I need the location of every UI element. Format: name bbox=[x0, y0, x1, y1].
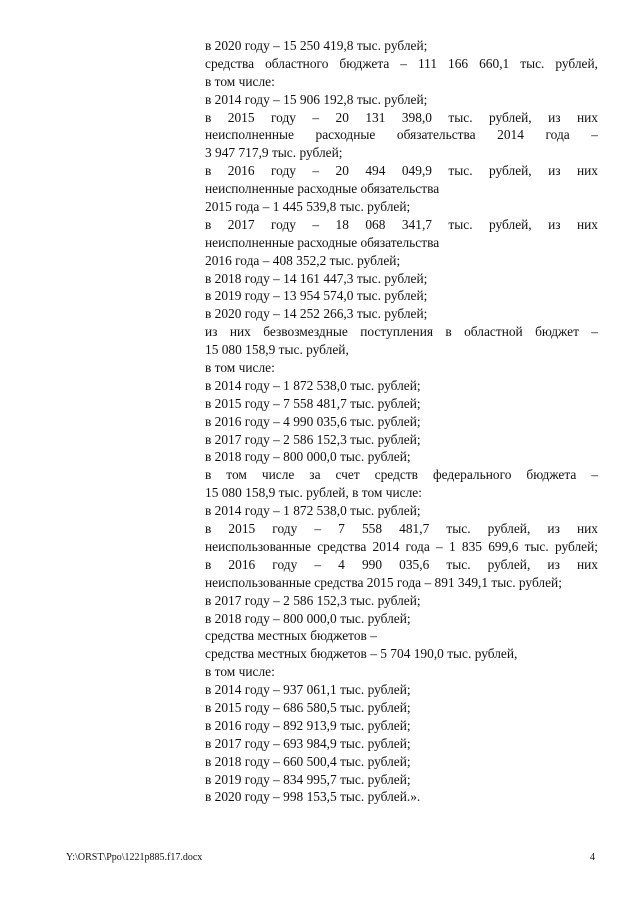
document-line: в 2020 году – 14 252 266,3 тыс. рублей; bbox=[205, 306, 428, 322]
document-line: 15 080 158,9 тыс. рублей, bbox=[205, 342, 349, 358]
document-line: в 2018 году – 800 000,0 тыс. рублей; bbox=[205, 449, 411, 465]
document-line: неиспользованные средства 2014 года – 1 835 699,6 тыс. рублей; bbox=[205, 538, 598, 554]
document-line: 2016 года – 408 352,2 тыс. рублей; bbox=[205, 252, 401, 268]
document-line: в 2017 году – 693 984,9 тыс. рублей; bbox=[205, 735, 411, 751]
document-line: в 2015 году – 7 558 481,7 тыс. рублей; bbox=[205, 395, 421, 411]
document-line: в 2015 году – 20 131 398,0 тыс. рублей, из них bbox=[205, 109, 598, 125]
document-line: в 2014 году – 1 872 538,0 тыс. рублей; bbox=[205, 377, 421, 393]
document-line: в том числе: bbox=[205, 73, 275, 89]
document-line: в 2016 году – 4 990 035,6 тыс. рублей, из них bbox=[205, 556, 598, 572]
document-line: средства областного бюджета – 111 166 660,1 тыс. рублей, bbox=[205, 55, 598, 71]
document-line: средства местных бюджетов – bbox=[205, 628, 377, 644]
document-line: 15 080 158,9 тыс. рублей, в том числе: bbox=[205, 485, 422, 501]
document-line: в 2018 году – 800 000,0 тыс. рублей; bbox=[205, 610, 411, 626]
document-line: в 2018 году – 14 161 447,3 тыс. рублей; bbox=[205, 270, 428, 286]
document-line: в 2020 году – 15 250 419,8 тыс. рублей; bbox=[205, 38, 428, 53]
document-body bbox=[205, 37, 598, 806]
document-line: в 2015 году – 686 580,5 тыс. рублей; bbox=[205, 699, 411, 715]
document-line: из них безвозмездные поступления в областной бюджет – bbox=[205, 324, 598, 340]
document-line: в 2019 году – 13 954 574,0 тыс. рублей; bbox=[205, 288, 428, 304]
document-line: 3 947 717,9 тыс. рублей; bbox=[205, 145, 343, 161]
document-line: средства местных бюджетов – 5 704 190,0 тыс. рублей, bbox=[205, 646, 518, 662]
document-line: неисполненные расходные обязательства 2014 года – bbox=[205, 127, 598, 143]
document-line: в 2017 году – 2 586 152,3 тыс. рублей; bbox=[205, 431, 421, 447]
document-line: в 2014 году – 1 872 538,0 тыс. рублей; bbox=[205, 503, 421, 519]
document-line: в том числе за счет средств федерального бюджета – bbox=[205, 467, 598, 483]
document-line: в 2018 году – 660 500,4 тыс. рублей; bbox=[205, 753, 411, 769]
document-line: 2015 года – 1 445 539,8 тыс. рублей; bbox=[205, 199, 411, 215]
footer-page-number: 4 bbox=[590, 852, 595, 863]
document-line: в 2016 году – 4 990 035,6 тыс. рублей; bbox=[205, 413, 421, 429]
document-line: в 2014 году – 15 906 192,8 тыс. рублей; bbox=[205, 91, 428, 107]
document-line: в 2017 году – 18 068 341,7 тыс. рублей, из них bbox=[205, 216, 598, 232]
document-line: неиспользованные средства 2015 года – 891 349,1 тыс. рублей; bbox=[205, 574, 562, 590]
document-line: в 2019 году – 834 995,7 тыс. рублей; bbox=[205, 771, 411, 787]
document-line: в 2014 году – 937 061,1 тыс. рублей; bbox=[205, 682, 411, 698]
footer-file-path: Y:\ORST\Ppo\1221p885.f17.docx bbox=[66, 852, 203, 863]
document-line: в 2016 году – 892 913,9 тыс. рублей; bbox=[205, 717, 411, 733]
document-line: неисполненные расходные обязательства bbox=[205, 234, 440, 250]
document-line: в том числе: bbox=[205, 664, 275, 680]
document-line: в 2016 году – 20 494 049,9 тыс. рублей, из них bbox=[205, 163, 598, 179]
document-line: в 2020 году – 998 153,5 тыс. рублей.». bbox=[205, 789, 421, 805]
document-line: в том числе: bbox=[205, 360, 275, 376]
document-line: в 2015 году – 7 558 481,7 тыс. рублей, из них bbox=[205, 521, 598, 537]
document-line: в 2017 году – 2 586 152,3 тыс. рублей; bbox=[205, 592, 421, 608]
document-line: неисполненные расходные обязательства bbox=[205, 181, 440, 197]
